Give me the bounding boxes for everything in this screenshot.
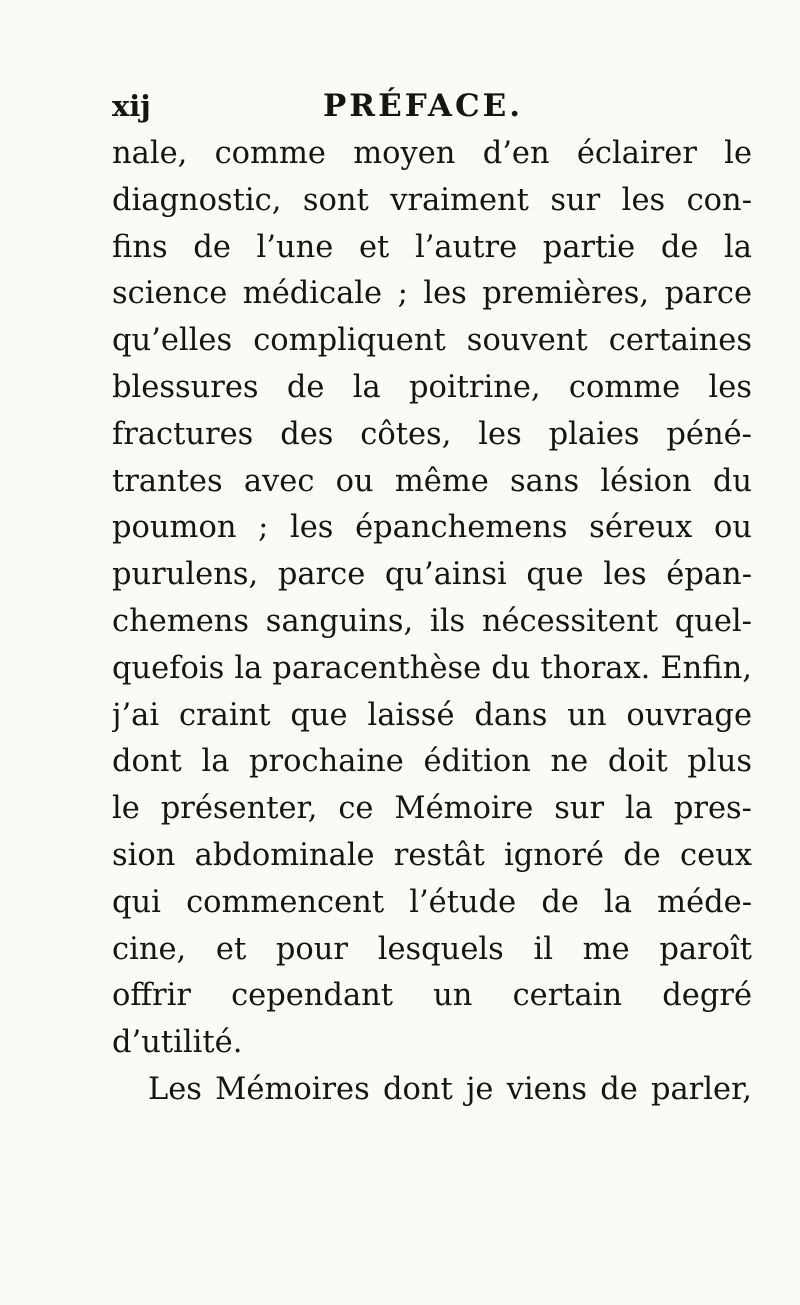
text-line: nale, comme moyen d’en éclairer le xyxy=(112,136,752,171)
text-line: chemens sanguins, ils nécessitent quel- xyxy=(112,603,752,639)
text-line: trantes avec ou même sans lésion du xyxy=(112,463,752,499)
text-line: diagnostic, sont vraiment sur les con- xyxy=(112,182,752,218)
text-line: qui commencent l’étude de la méde- xyxy=(112,884,752,920)
text-line: purulens, parce qu’ainsi que les épan- xyxy=(112,557,752,593)
page-header xyxy=(112,86,752,126)
text-line: d’utilité. xyxy=(112,1025,243,1061)
text-line: le présenter, ce Mémoire sur la pres- xyxy=(112,791,752,827)
page-number: xij xyxy=(112,89,151,123)
text-line: qu’elles compliquent souvent certaines xyxy=(112,323,752,359)
text-line: j’ai craint que laissé dans un ouvrage xyxy=(112,697,752,733)
text-line: dont la prochaine édition ne doit plus xyxy=(112,744,752,780)
text-line: blessures de la poitrine, comme les xyxy=(112,369,752,405)
text-line: quefois la paracenthèse du thorax. Enfin, xyxy=(112,650,752,686)
text-line: offrir cependant un certain degré xyxy=(112,978,752,1014)
text-line: science médicale ; les premières, parce xyxy=(112,276,752,312)
running-title: PRÉFACE. xyxy=(323,88,524,124)
text-line: sion abdominale restât ignoré de ceux xyxy=(112,837,752,873)
text-line: fractures des côtes, les plaies péné- xyxy=(112,416,752,452)
text-line: poumon ; les épanchemens séreux ou xyxy=(112,510,752,546)
body-text xyxy=(112,131,752,1114)
paragraph-first-line: Les Mémoires dont je viens de parler, xyxy=(148,1071,752,1107)
text-line: cine, et pour lesquels il me paroît xyxy=(112,931,752,967)
text-line: fins de l’une et l’autre partie de la xyxy=(112,229,752,265)
